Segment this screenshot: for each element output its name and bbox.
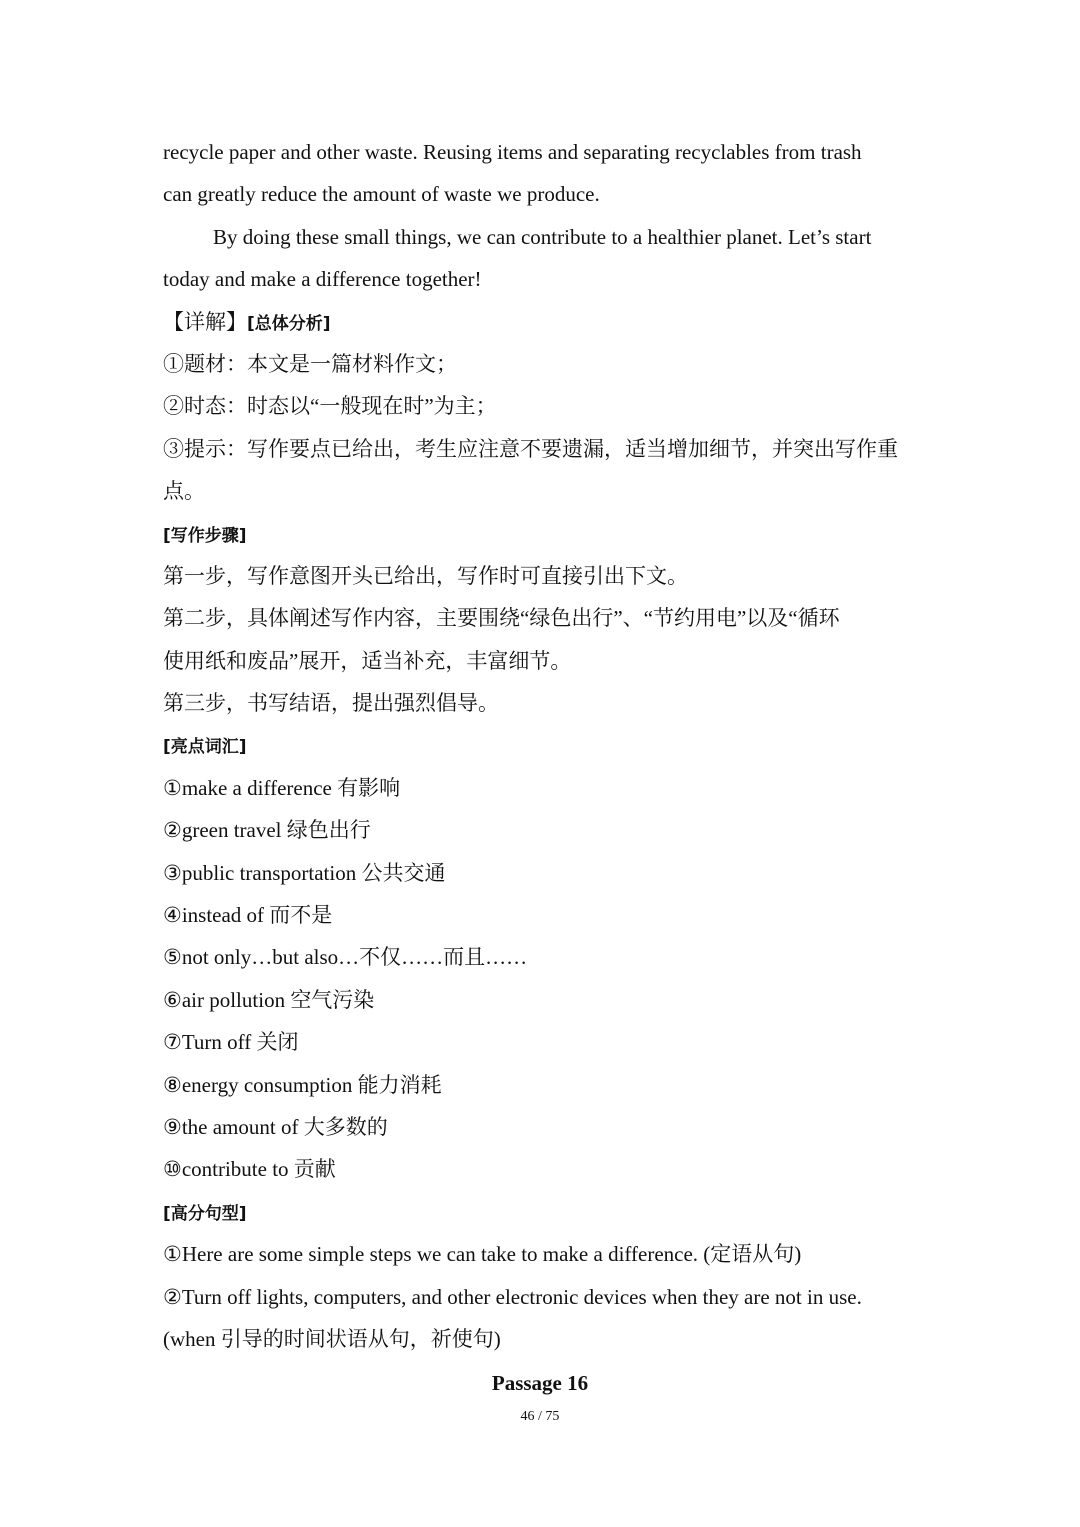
- sentence-item: (when 引导的时间状语从句，祈使句): [163, 1326, 501, 1351]
- paragraph-line: can greatly reduce the amount of waste we produce.: [163, 182, 600, 207]
- page-content: [163, 131, 923, 1360]
- paragraph-line: recycle paper and other waste. Reusing items and separating recyclables from trash: [163, 140, 862, 164]
- closing-paragraph-line: today and make a difference together!: [163, 267, 482, 292]
- vocab-item: ⑧energy consumption 能力消耗: [163, 1072, 442, 1097]
- step-item: 使用纸和废品”展开，适当补充，丰富细节。: [163, 648, 572, 673]
- highlight-vocab-label: [亮点词汇]: [163, 737, 247, 758]
- step-item: 第一步，写作意图开头已给出，写作时可直接引出下文。: [163, 563, 688, 588]
- writing-steps-label: [写作步骤]: [163, 525, 247, 546]
- vocab-item: ②green travel 绿色出行: [163, 818, 371, 843]
- vocab-item: ⑩contribute to 贡献: [163, 1157, 336, 1182]
- sentence-item: ①Here are some simple steps we can take to make a difference. (定语从句): [163, 1242, 802, 1267]
- analysis-item: 点。: [163, 479, 205, 504]
- step-item: 第二步，具体阐述写作内容，主要围绕“绿色出行”、“节约用电”以及“循环: [163, 606, 840, 631]
- closing-paragraph-line: By doing these small things, we can contribute to a healthier planet. Let’s start: [213, 224, 872, 249]
- vocab-heading: [163, 724, 923, 766]
- sentence-item: ②Turn off lights, computers, and other electronic devices when they are not in use.: [163, 1284, 862, 1309]
- overall-analysis-label: [总体分析]: [247, 313, 331, 334]
- analysis-item: ①题材：本文是一篇材料作文；: [163, 351, 457, 376]
- page-number: 46 / 75: [520, 1409, 560, 1424]
- vocab-item: ⑥air pollution 空气污染: [163, 987, 375, 1012]
- sentences-heading: [163, 1191, 923, 1233]
- high-score-sentences-label: [高分句型]: [163, 1203, 247, 1224]
- vocab-item: ④instead of 而不是: [163, 903, 333, 928]
- step-item: 第三步，书写结语，提出强烈倡导。: [163, 691, 499, 716]
- vocab-item: ⑦Turn off 关闭: [163, 1030, 299, 1055]
- detail-bracket-label: 【详解】: [163, 309, 247, 334]
- passage-title: Passage 16: [491, 1371, 589, 1395]
- vocab-item: ①make a difference 有影响: [163, 775, 401, 800]
- vocab-item: ⑨the amount of 大多数的: [163, 1114, 388, 1139]
- analysis-heading: [163, 301, 923, 343]
- vocab-item: ③public transportation 公共交通: [163, 860, 446, 885]
- analysis-item: ②时态：时态以“一般现在时”为主；: [163, 394, 497, 419]
- vocab-item: ⑤not only…but also…不仅……而且……: [163, 945, 528, 970]
- analysis-item: ③提示：写作要点已给出，考生应注意不要遗漏，适当增加细节，并突出写作重: [163, 436, 898, 461]
- steps-heading: [163, 513, 923, 555]
